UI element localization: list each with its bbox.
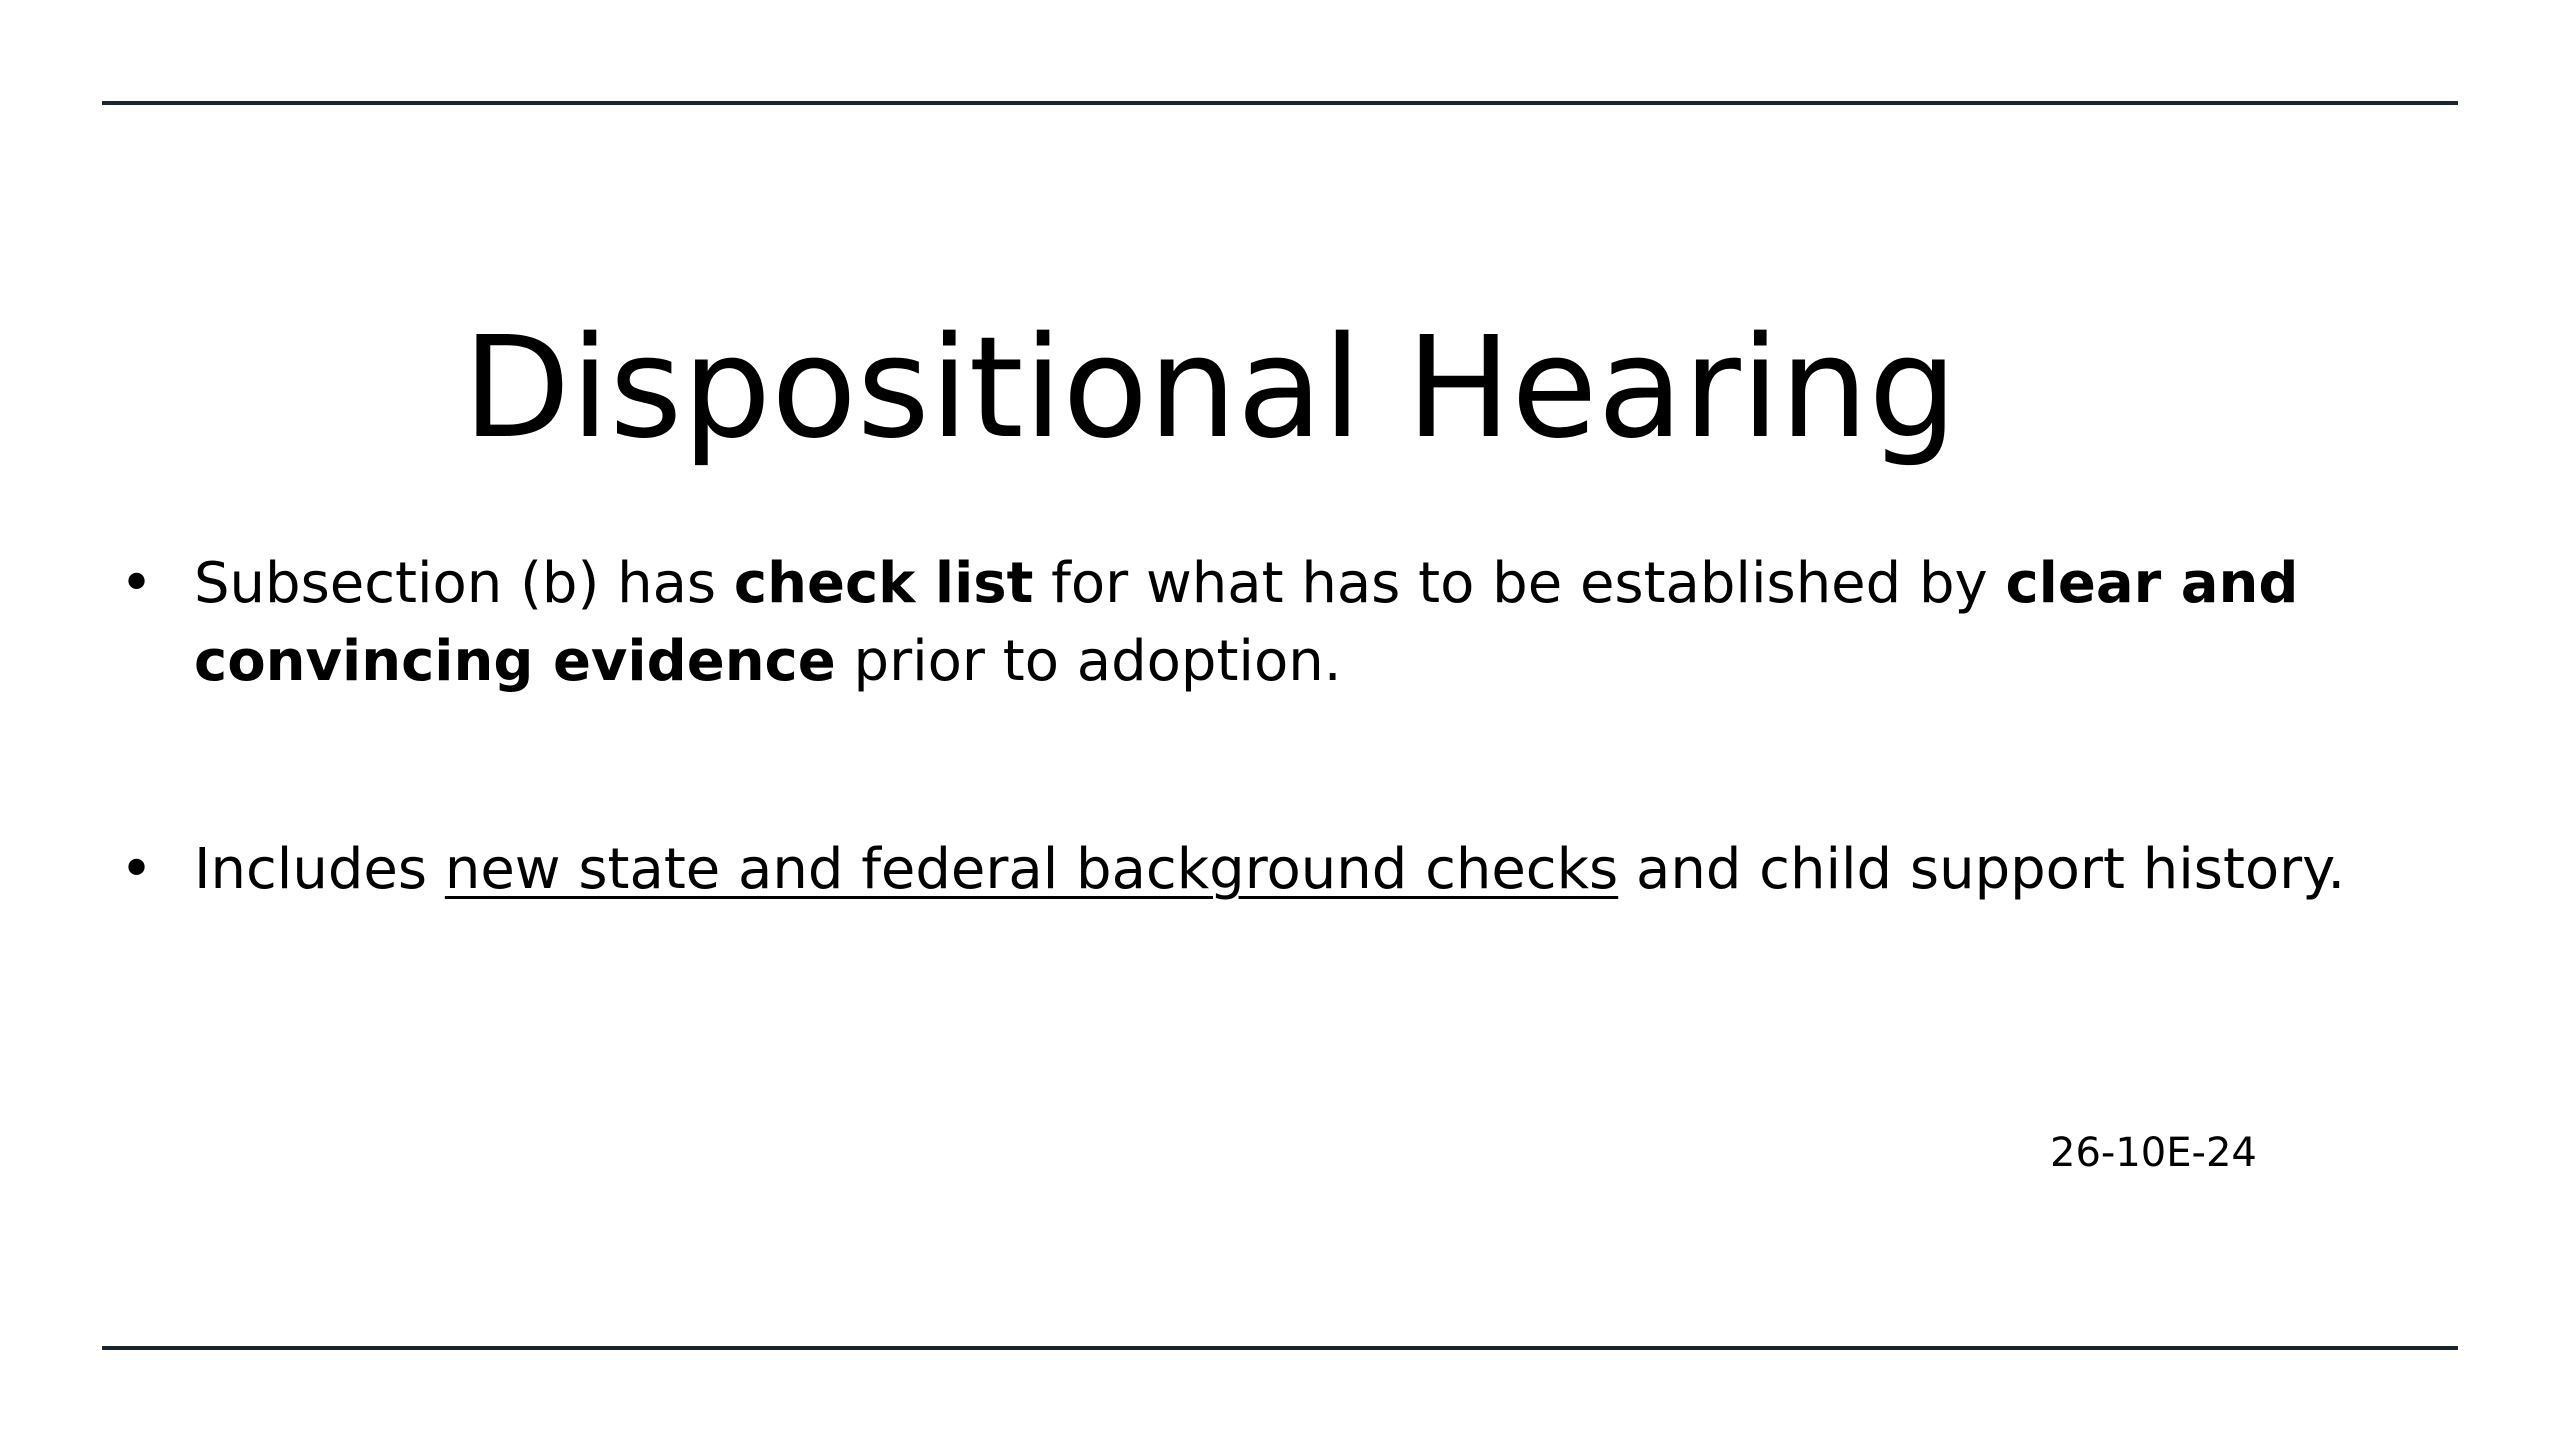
- statute-reference: 26-10E-24: [2050, 1130, 2257, 1176]
- bullet-text: [194, 551, 2299, 694]
- bullet-item-checklist: [120, 545, 2380, 701]
- bullet-text-part: and child support history.: [1618, 837, 2346, 902]
- top-divider: [102, 101, 2458, 105]
- bullet-marker: •: [120, 837, 154, 902]
- slide-title: Dispositional Hearing: [462, 306, 1958, 470]
- bullet-text: [194, 837, 2345, 902]
- bullet-list: [120, 545, 2380, 909]
- bullet-text-part: prior to adoption.: [835, 629, 1342, 694]
- bottom-divider: [102, 1346, 2458, 1350]
- bullet-underlined-background-checks: new state and federal background checks: [444, 837, 1619, 902]
- bullet-item-background-checks: [120, 831, 2380, 909]
- bullet-emphasis-check-list: check list: [733, 551, 1034, 616]
- bullet-text-part: Includes: [194, 837, 445, 902]
- bullet-text-part: for what has to be established by: [1033, 551, 2006, 616]
- bullet-text-part: Subsection (b) has: [194, 551, 734, 616]
- bullet-emphasis-evidence-standard: clear and convincing evidence: [194, 551, 2299, 694]
- bullet-marker: •: [120, 551, 154, 616]
